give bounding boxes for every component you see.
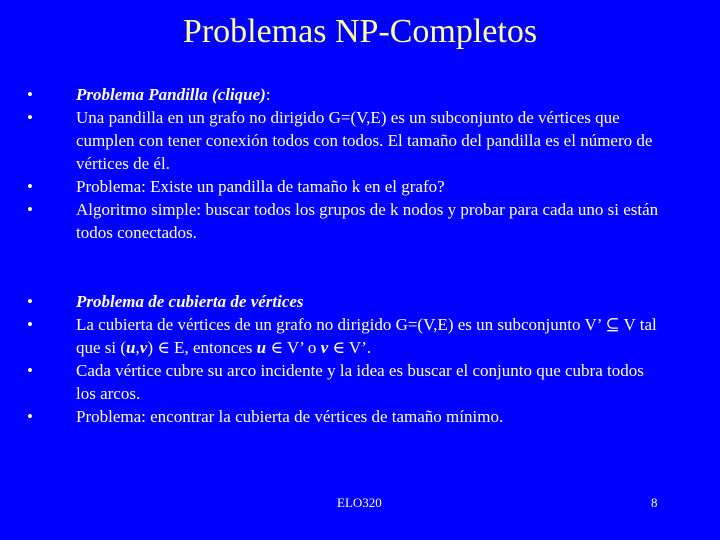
vertex-cover-problem-text: Problema: encontrar la cubierta de vértices de tamaño mínimo. (76, 407, 504, 426)
clique-definition-text: Una pandilla en un grafo no dirigido G=(V,E) es un subconjunto de vértices que cumplen con tener conexión todos con todos. El tamaño del pandilla es el número de vértices de él. (76, 108, 653, 173)
bullet-icon: • (27, 315, 33, 334)
bullet-vertex-cover-idea (27, 359, 667, 405)
bullet-list (27, 83, 667, 428)
vc-var-v: v (139, 338, 148, 357)
bullet-icon: • (27, 292, 33, 311)
clique-heading: Problema Pandilla (clique) (76, 85, 266, 104)
bullet-vertex-cover-heading (27, 290, 667, 313)
vc-def-part2: ) ∈ E, entonces (147, 338, 257, 357)
vc-var-u: u (126, 338, 136, 357)
bullet-clique-algorithm (27, 198, 667, 244)
footer-course-code: ELO320 (337, 495, 382, 510)
bullet-icon: • (27, 361, 33, 380)
bullet-icon: • (27, 108, 33, 127)
bullet-icon: • (27, 85, 33, 104)
vertex-cover-idea-text: Cada vértice cubre su arco incidente y la idea es buscar el conjunto que cubra todos los arcos. (76, 361, 644, 403)
footer-page-number: 8 (651, 495, 658, 510)
bullet-clique-definition (27, 106, 667, 175)
clique-heading-colon: : (265, 85, 271, 104)
bullet-vertex-cover-definition (27, 313, 667, 359)
clique-problem-text: Problema: Existe un pandilla de tamaño k en el grafo? (76, 177, 445, 196)
vertex-cover-definition-text (76, 315, 657, 357)
bullet-icon: • (27, 177, 33, 196)
bullet-icon: • (27, 200, 33, 219)
bullet-clique-heading (27, 83, 667, 106)
vc-var-v2: v (320, 338, 329, 357)
clique-algorithm-text: Algoritmo simple: buscar todos los grupos de k nodos y probar para cada uno si están todos conectados. (76, 200, 659, 242)
section-spacer (27, 244, 667, 290)
vc-var-u2: u (256, 338, 267, 357)
bullet-clique-problem (27, 175, 667, 198)
slide-title: Problemas NP-Completos (182, 13, 538, 50)
vc-def-comma: , (135, 338, 140, 357)
vertex-cover-heading: Problema de cubierta de vértices (76, 292, 304, 311)
vc-def-part3: ∈ V’ o (266, 338, 321, 357)
bullet-vertex-cover-problem (27, 405, 667, 428)
vc-def-part1: La cubierta de vértices de un grafo no dirigido G=(V,E) es un subconjunto V’ ⊆ V tal que si ( (76, 315, 657, 357)
bullet-icon: • (27, 407, 33, 426)
vc-def-part4: ∈ V’. (328, 338, 372, 357)
